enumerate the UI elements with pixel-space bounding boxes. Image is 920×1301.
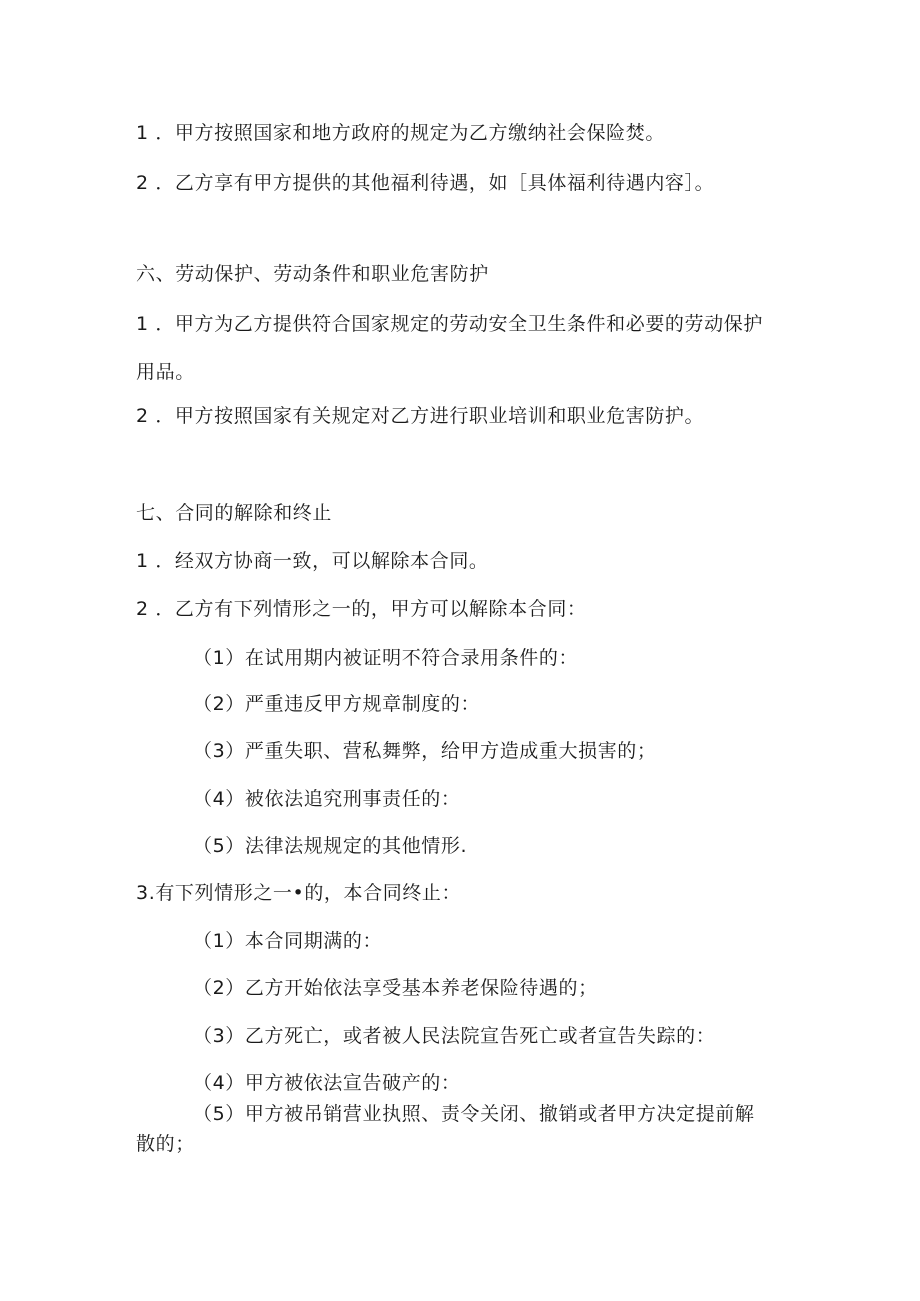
section7-item-2: 2 ．乙方有下列情形之一的，甲方可以解除本合同： xyxy=(136,598,587,620)
section7-heading: 七、合同的解除和终止 xyxy=(136,502,333,524)
section7-item-3-subitem-5-line-1: （5）甲方被吊销营业执照、责令关闭、撤销或者甲方决定提前解 xyxy=(193,1103,755,1125)
section7-item-2-subitem-2: （2）严重违反甲方规章制度的： xyxy=(193,693,481,715)
section7-item-2-subitem-4: （4）被依法追究刑事责任的： xyxy=(193,788,461,810)
section6-item-1-line-1: 1 ．甲方为乙方提供符合国家规定的劳动安全卫生条件和必要的劳动保护 xyxy=(136,313,763,335)
section7-item-3-subitem-2: （2）乙方开始依法享受基本养老保险待遇的； xyxy=(193,977,598,999)
section7-item-1: 1 ．经双方协商一致，可以解除本合同。 xyxy=(136,550,489,572)
section7-item-3-subitem-1: （1）本合同期满的： xyxy=(193,930,383,952)
section7-item-3-subitem-3: （3）乙方死亡，或者被人民法院宣告死亡或者宣告失踪的： xyxy=(193,1025,716,1047)
section6-item-1-line-2: 用品。 xyxy=(136,361,195,383)
section7-item-2-subitem-3: （3）严重失职、营私舞弊，给甲方造成重大损害的； xyxy=(193,740,657,762)
section6-item-2: 2 ．甲方按照国家有关规定对乙方进行职业培训和职业危害防护。 xyxy=(136,405,705,427)
section6-heading: 六、劳动保护、劳动条件和职业危害防护 xyxy=(136,263,489,285)
section7-item-3-subitem-4: （4）甲方被依法宣告破产的： xyxy=(193,1072,461,1094)
section7-item-3-subitem-5-line-2: 散的； xyxy=(136,1133,195,1155)
section7-item-2-subitem-1: （1）在试用期内被证明不符合录用条件的： xyxy=(193,647,579,669)
section7-item-3: 3.有下列情形之一•的，本合同终止： xyxy=(136,882,462,904)
section5-item-1: 1 ．甲方按照国家和地方政府的规定为乙方缴纳社会保险焚。 xyxy=(136,122,665,144)
section7-item-2-subitem-5: （5）法律法规规定的其他情形. xyxy=(193,835,468,857)
section5-item-2: 2 ．乙方享有甲方提供的其他福利待遇，如［具体福利待遇内容］。 xyxy=(136,172,715,194)
